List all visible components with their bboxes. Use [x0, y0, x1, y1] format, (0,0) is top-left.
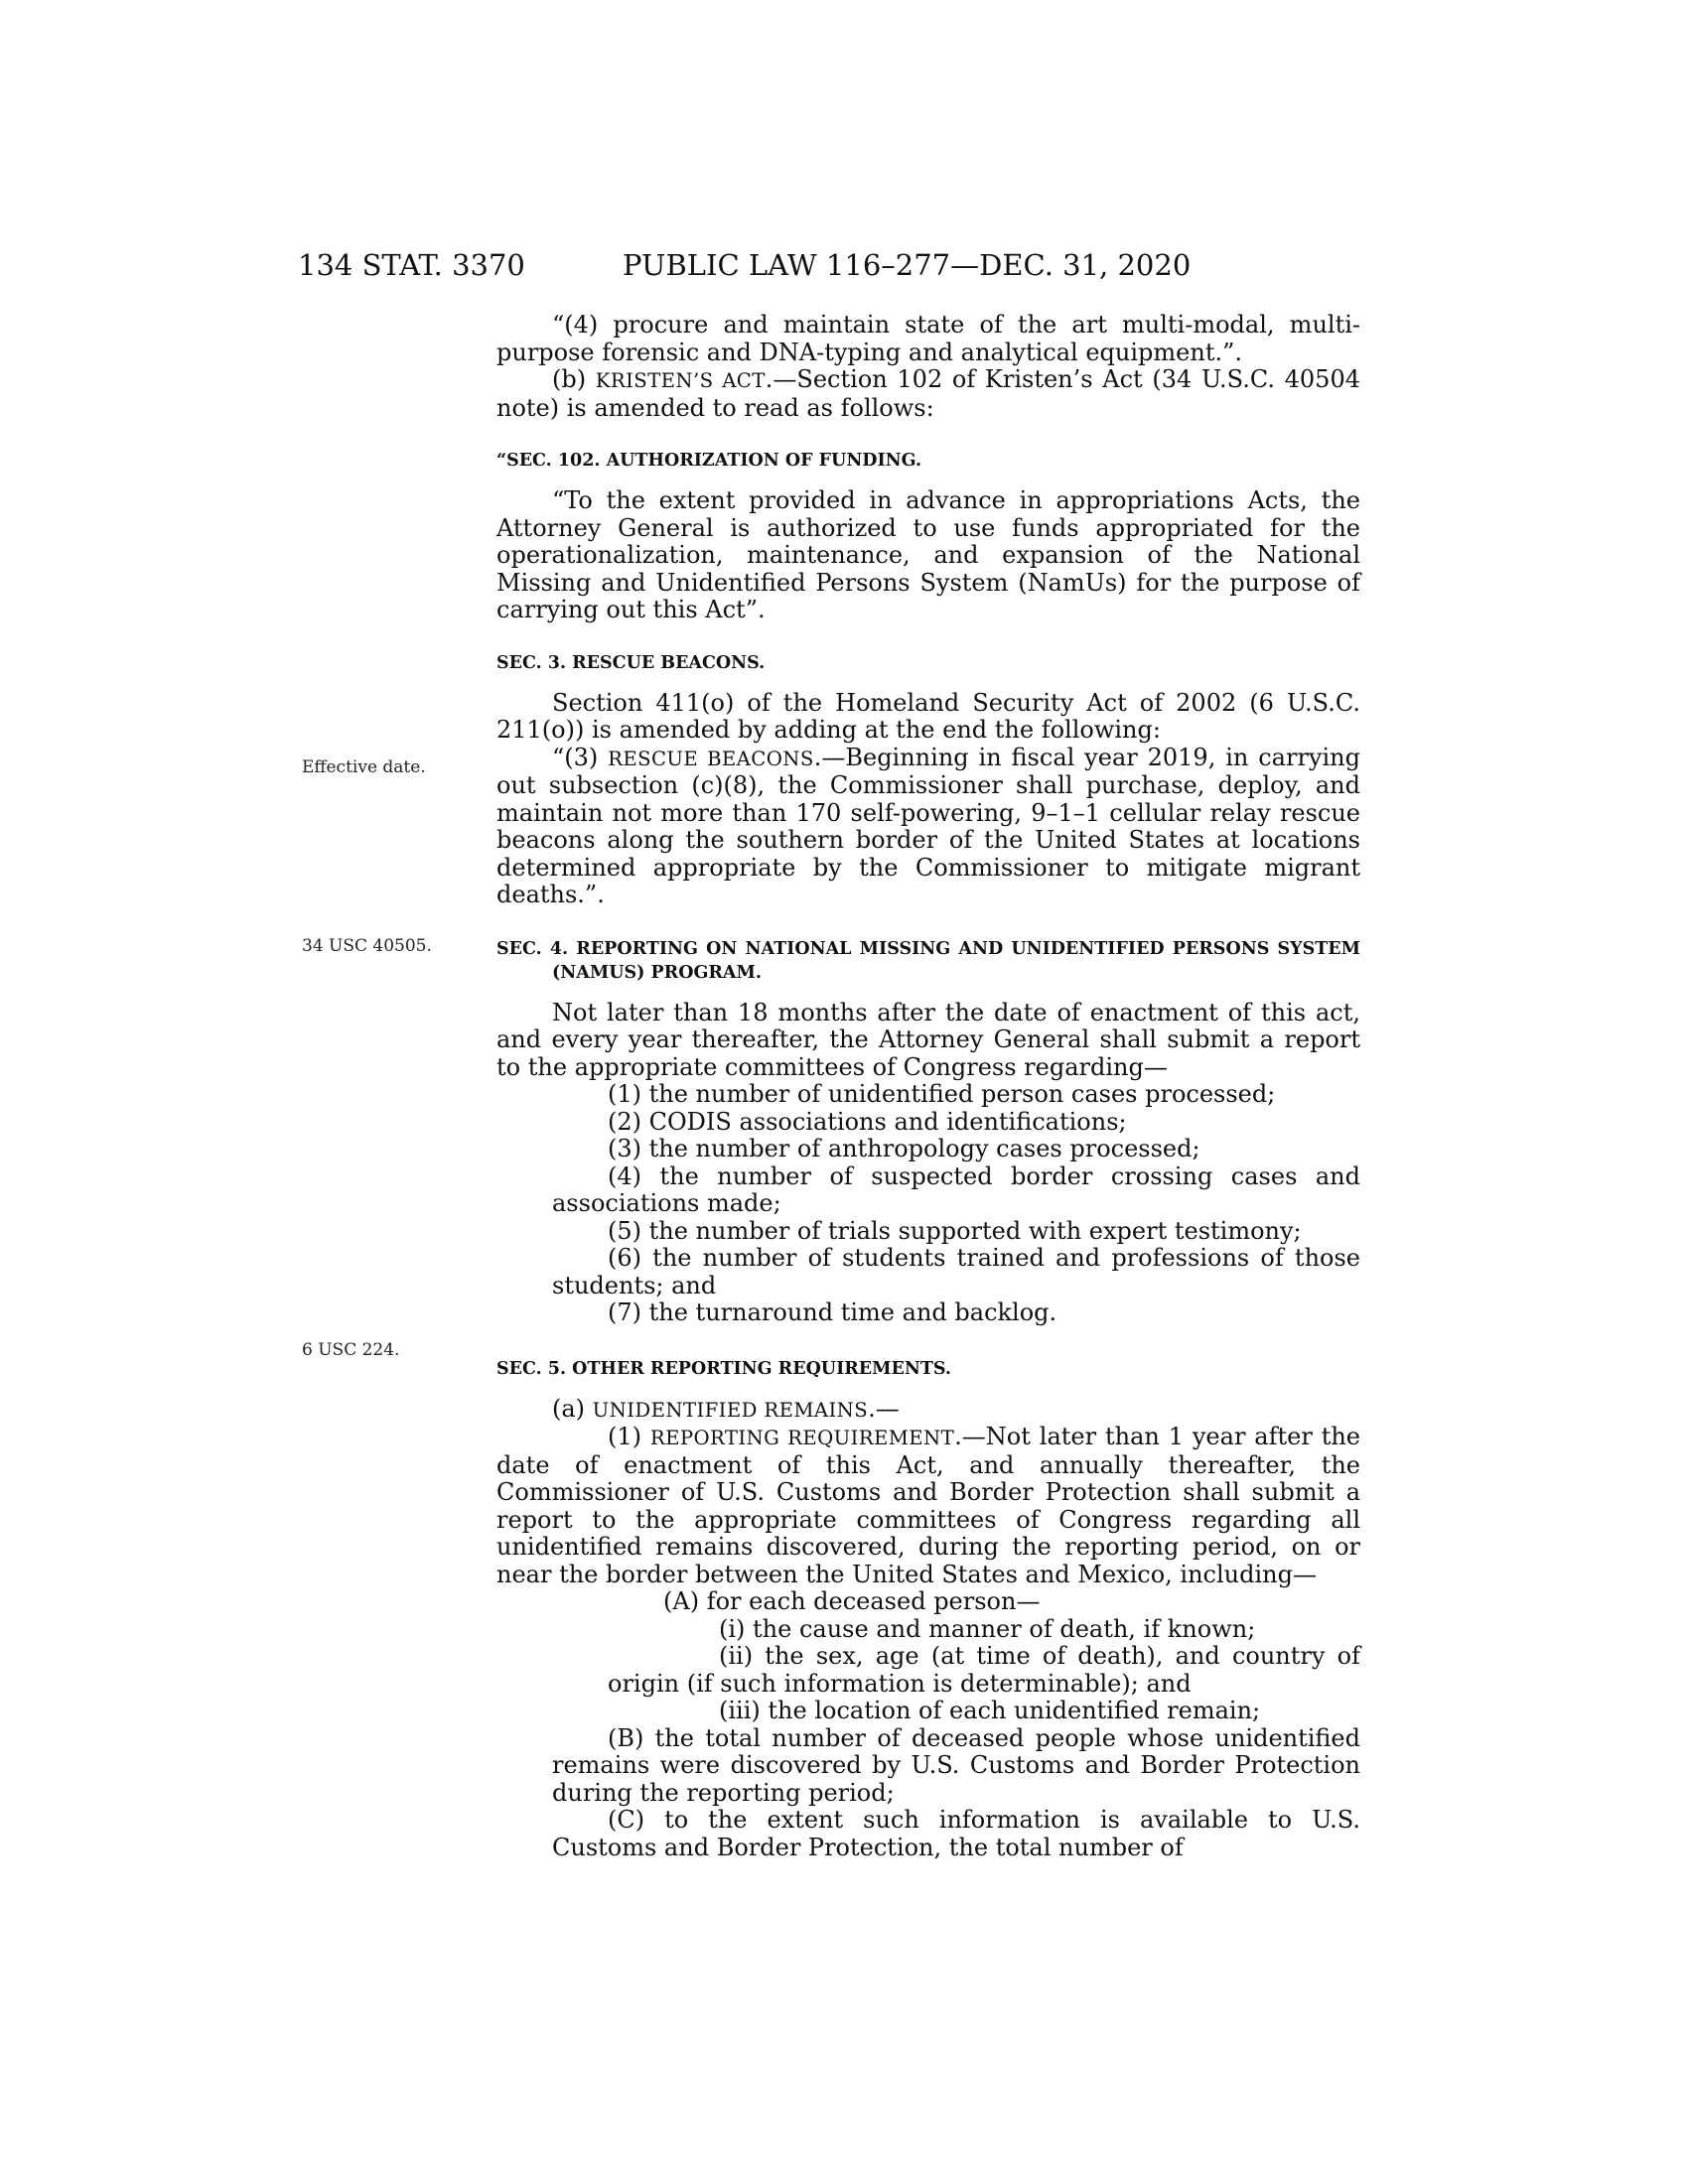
sec-4-heading: SEC. 4. REPORTING ON NATIONAL MISSING AND UNIDENTIFIED PERSONS SYSTEM (NAMUS) PROGRAM.: [496, 938, 1360, 983]
item-b: (B) the total number of deceased people whose unidentified remains were discovered by U.S. Customs and Border Protection during the reporting period;: [552, 1723, 1360, 1807]
page-header: [298, 248, 1420, 288]
document-body: [496, 312, 1360, 1861]
margin-note-6-usc-224: 6 USC 224.: [302, 1340, 400, 1360]
margin-note-34-usc-40505: 34 USC 40505.: [302, 936, 432, 956]
paragraph-kristens-act: [496, 366, 1360, 422]
item-c: (C) to the extent such information is available to U.S. Customs and Border Protection, the total number of: [552, 1806, 1360, 1861]
sec-102-text: “To the extent provided in advance in appropriations Acts, the Attorney General is authorized to use funds appropriated for the operationalization, maintenance, and expansion of the National Missing and Unidentified Persons System (NamUs) for the purpose of carrying out this Act”.: [496, 486, 1360, 623]
paragraph-rescue-beacons: [496, 745, 1360, 909]
sec-4-item: (4) the number of suspected border crossing cases and associations made;: [552, 1161, 1360, 1217]
running-title: PUBLIC LAW 116–277—DEC. 31, 2020: [623, 248, 1192, 282]
unid-heading: UNIDENTIFIED REMAINS: [592, 1398, 869, 1422]
unid-suffix: .—: [868, 1394, 900, 1423]
item-a-iii: (iii) the location of each unidentified remain;: [719, 1697, 1261, 1724]
item-a-ii: (ii) the sex, age (at time of death), and country of origin (if such information is determinable); and: [608, 1642, 1360, 1698]
sec-4-text: Not later than 18 months after the date of enactment of this act, and every year thereafter, the Attorney General shall submit a report to the appropriate committees of Congress regarding—: [496, 998, 1360, 1081]
sec-3-text: Section 411(o) of the Homeland Security Act of 2002 (6 U.S.C. 211(o)) is amended by adding at the end the following:: [496, 688, 1360, 744]
paragraph-unidentified-remains: [496, 1396, 1360, 1425]
page-number: 134 STAT. 3370: [298, 248, 525, 282]
item-a-i: (i) the cause and manner of death, if known;: [719, 1614, 1256, 1643]
sec-4-item: (2) CODIS associations and identifications;: [608, 1107, 1127, 1136]
kristen-heading: KRISTEN’S ACT: [595, 369, 766, 392]
kristen-prefix: (b): [552, 365, 596, 393]
margin-note-effective-date: Effective date.: [302, 757, 426, 777]
paragraph-reporting-requirement: [496, 1424, 1360, 1588]
sec-4-item: (5) the number of trials supported with expert testimony;: [608, 1216, 1302, 1245]
sec-102-heading: “SEC. 102. AUTHORIZATION OF FUNDING.: [496, 451, 922, 471]
unid-prefix: (a): [552, 1394, 593, 1423]
report-prefix: (1): [608, 1423, 650, 1450]
item-a: (A) for each deceased person—: [663, 1587, 1041, 1615]
sec-3-heading: SEC. 3. RESCUE BEACONS.: [496, 652, 766, 673]
sec-4-item: (6) the number of students trained and professions of those students; and: [552, 1244, 1360, 1299]
report-heading: REPORTING REQUIREMENT: [649, 1427, 955, 1449]
paragraph-4-procure: “(4) procure and maintain state of the art multi-modal, multi-purpose forensic and DNA-typing and analytical equipment.”.: [496, 311, 1360, 366]
sec-4-item: (1) the number of unidentified person cases processed;: [608, 1080, 1276, 1108]
sec-5-heading: SEC. 5. OTHER REPORTING REQUIREMENTS.: [496, 1358, 951, 1379]
sec-4-item: (3) the number of anthropology cases processed;: [608, 1135, 1200, 1162]
rescue-text: .—Beginning in fiscal year 2019, in carrying out subsection (c)(8), the Commissioner shall purchase, deploy, and maintain not more than 170 self-powering, 9–1–1 cellular relay rescue beacons along the southern border of the United States at locations determined appropriate by the Commissioner to mitigate migrant deaths.”.: [496, 743, 1360, 908]
rescue-heading: RESCUE BEACONS: [608, 747, 814, 770]
sec-4-item: (7) the turnaround time and backlog.: [608, 1298, 1057, 1326]
report-text: .—Not later than 1 year after the date of enactment of this Act, and annually thereafter, the Commissioner of U.S. Customs and Border Protection shall submit a report to the appropriate committees of Congress regarding all unidentified remains discovered, during the reporting period, on or near the border between the United States and Mexico, including—: [496, 1423, 1361, 1588]
rescue-prefix: “(3): [552, 743, 609, 771]
kristen-text: .—Section 102 of Kristen’s Act (34 U.S.C. 40504 note) is amended to read as follows:: [496, 365, 1360, 422]
